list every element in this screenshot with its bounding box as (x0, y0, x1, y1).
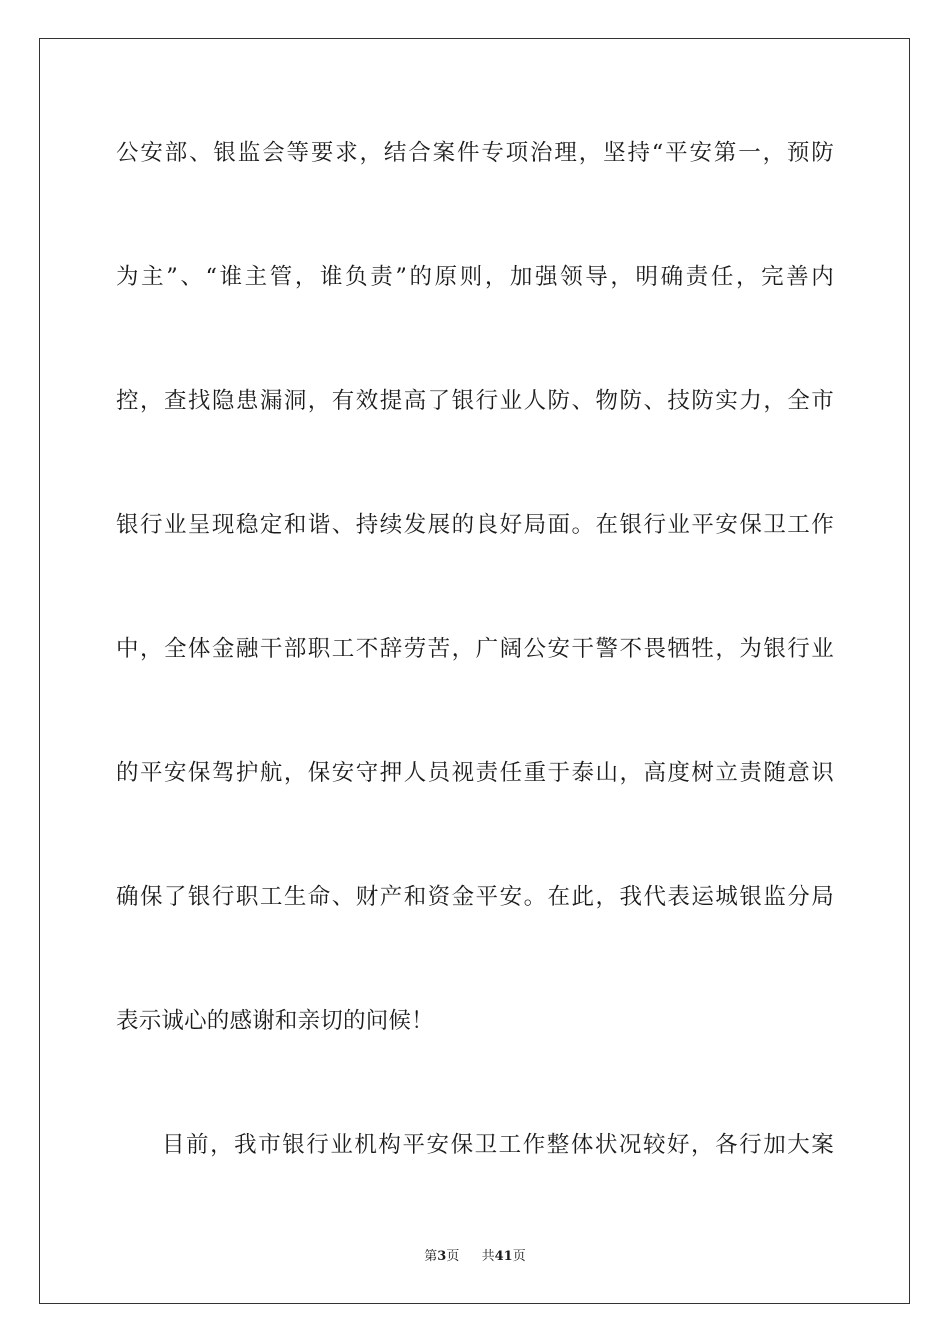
footer-total-suffix: 页 (512, 1249, 526, 1264)
body-line-8: 表示诚心的感谢和亲切的问候！ (116, 1008, 434, 1034)
footer-total-pages: 41 (494, 1249, 513, 1264)
footer-page-prefix: 第 (424, 1249, 438, 1264)
body-line-1: 公安部、银监会等要求，结合案件专项治理，坚持“平安第一，预防 (116, 140, 834, 166)
footer-page-number: 3 (437, 1249, 447, 1264)
body-line-9: 目前，我市银行业机构平安保卫工作整体状况较好，各行加大案 (162, 1132, 834, 1158)
page-border (39, 38, 910, 1304)
body-line-6: 的平安保驾护航，保安守押人员视责任重于泰山，高度树立责随意识 (116, 760, 834, 786)
body-line-7: 确保了银行职工生命、财产和资金平安。在此，我代表运城银监分局 (116, 884, 834, 910)
page-footer (0, 1248, 950, 1266)
body-line-3: 控，查找隐患漏洞，有效提高了银行业人防、物防、技防实力，全市 (116, 388, 834, 414)
body-line-2: 为主”、“谁主管，谁负责”的原则，加强领导，明确责任，完善内 (116, 264, 834, 290)
footer-total-prefix: 共 (481, 1249, 495, 1264)
body-line-4: 银行业呈现稳定和谐、持续发展的良好局面。在银行业平安保卫工作 (116, 512, 834, 538)
footer-page-suffix: 页 (446, 1249, 460, 1264)
body-line-5: 中，全体金融干部职工不辞劳苦，广阔公安干警不畏牺牲，为银行业 (116, 636, 834, 662)
